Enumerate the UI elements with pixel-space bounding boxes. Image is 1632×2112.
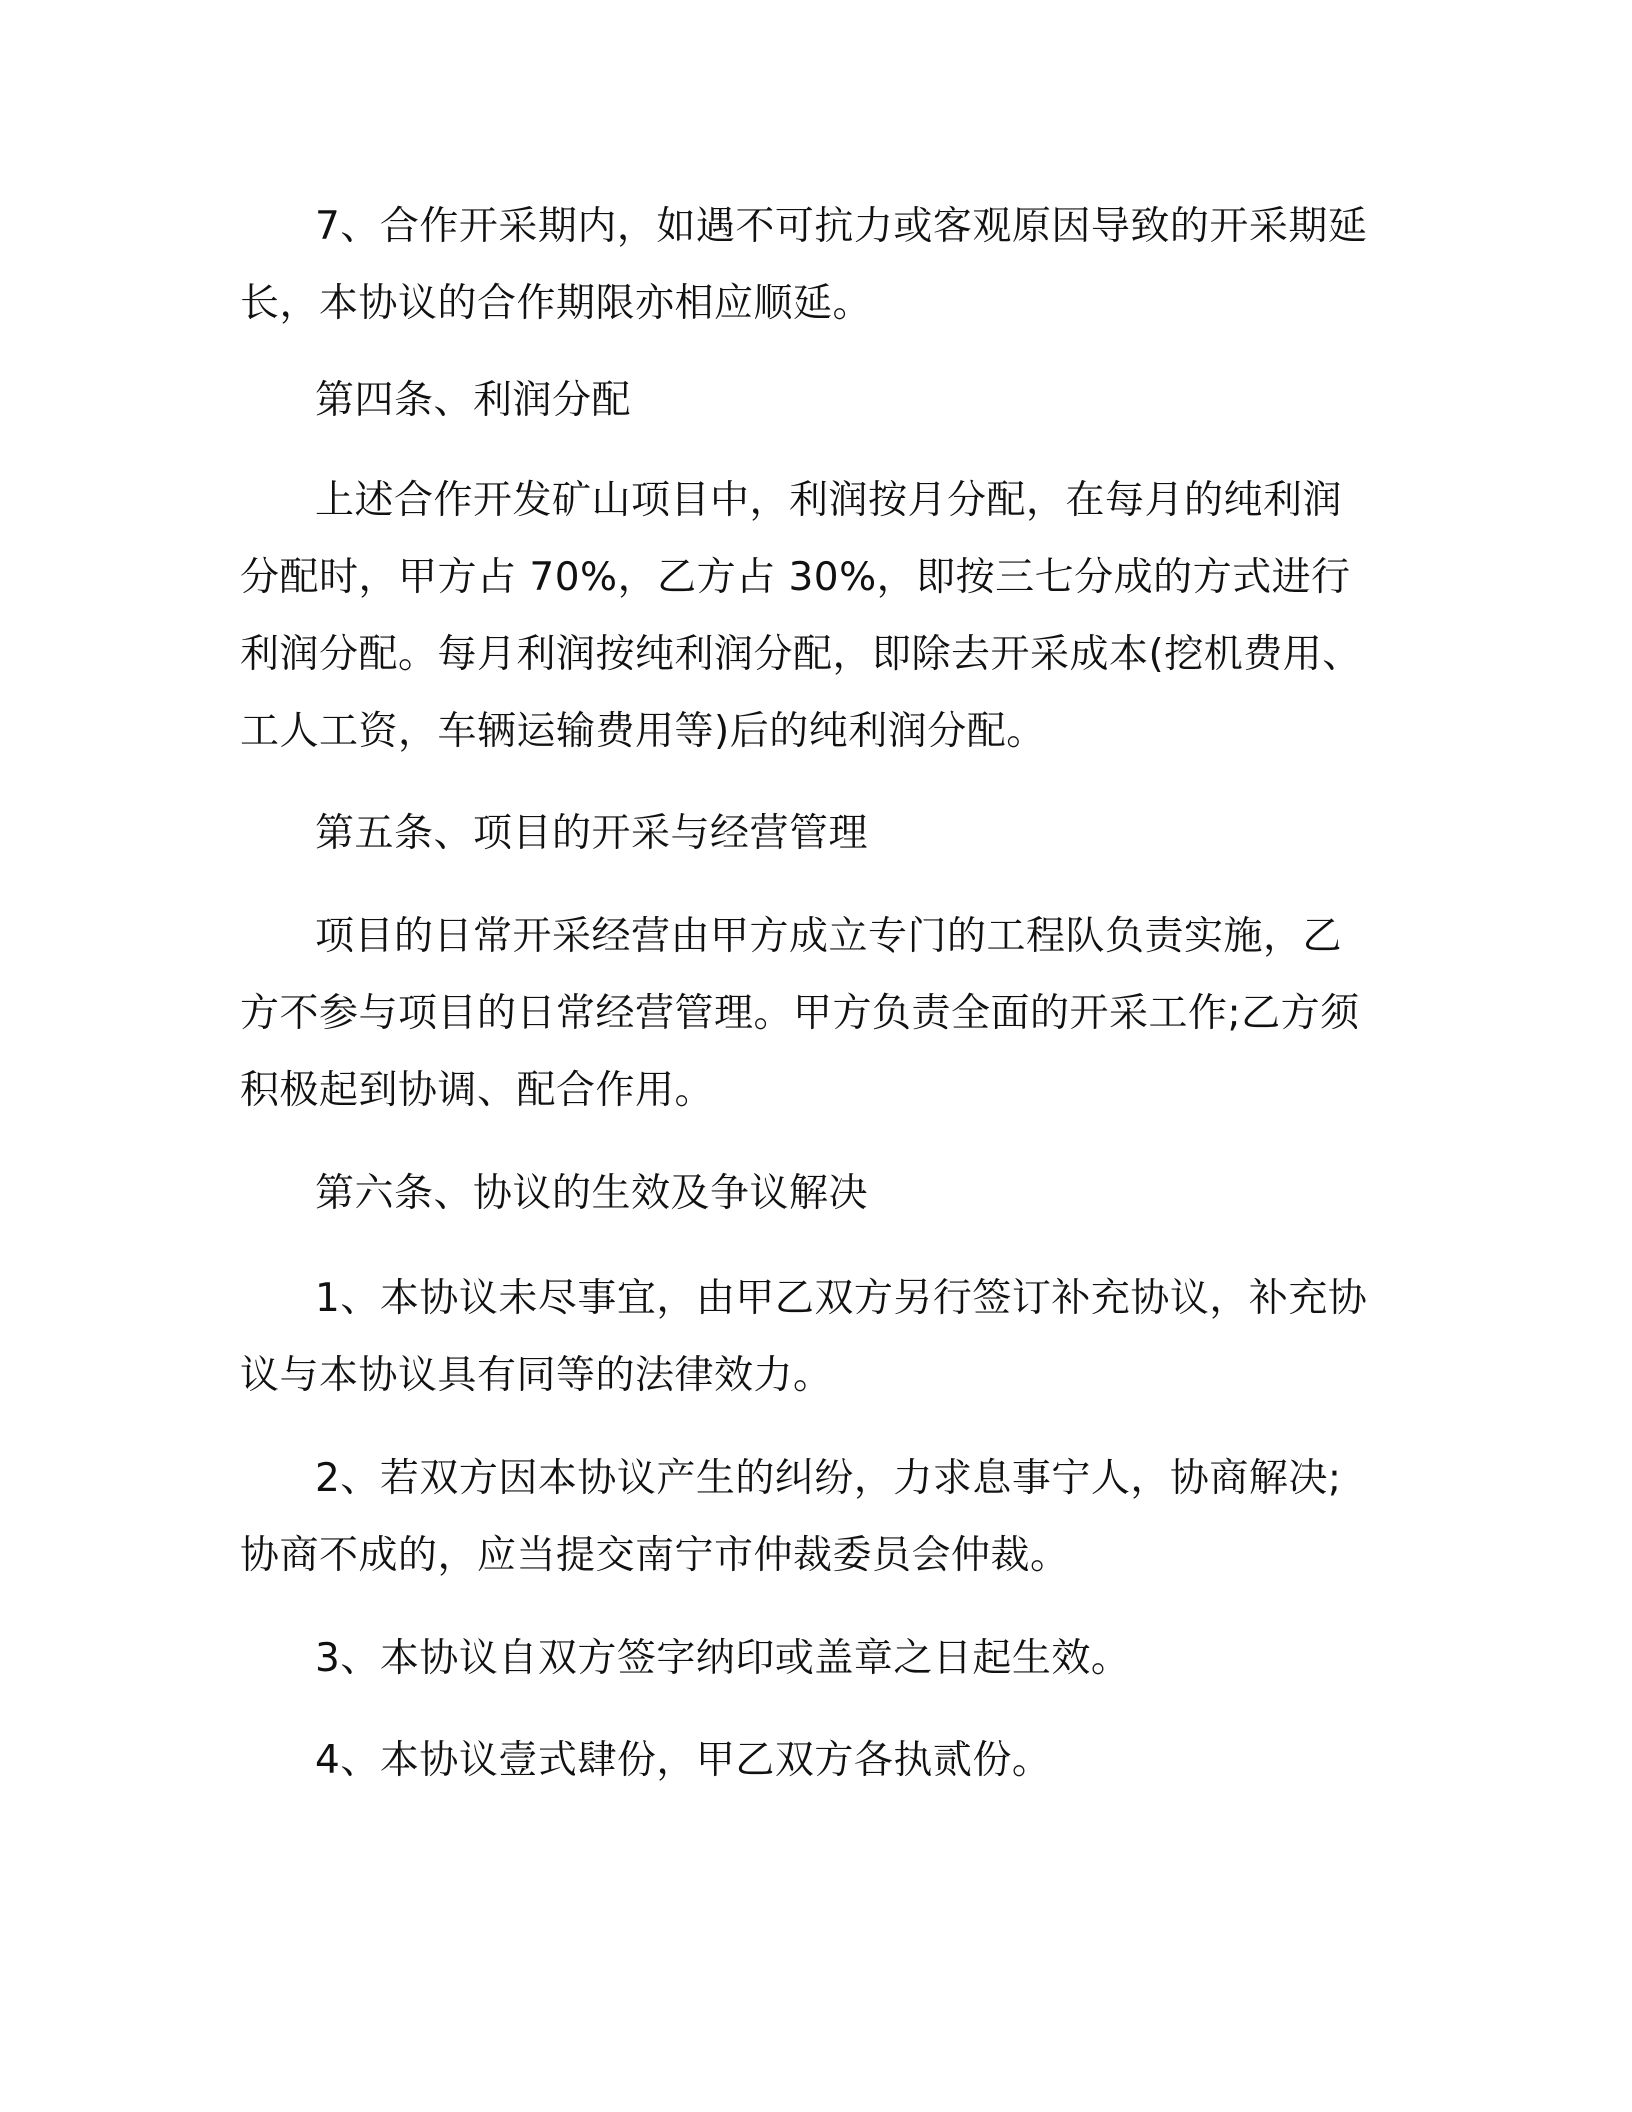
article-6-clause-1: 1、本协议未尽事宜，由甲乙双方另行签订补充协议，补充协议与本协议具有同等的法律效力。 [240, 1276, 1368, 1398]
article-4-heading: 第四条、利润分配 [315, 378, 632, 423]
article-6-clause-2: 2、若双方因本协议产生的纠纷，力求息事宁人，协商解决;协商不成的，应当提交南宁市仲裁委员会仲裁。 [240, 1456, 1342, 1578]
article-5-body: 项目的日常开采经营由甲方成立专门的工程队负责实施，乙方不参与项目的日常经营管理。甲方负责全面的开采工作;乙方须积极起到协调、配合作用。 [240, 914, 1360, 1113]
article-6-heading: 第六条、协议的生效及争议解决 [315, 1171, 869, 1216]
article-6-clause-4: 4、本协议壹式肆份，甲乙双方各执贰份。 [315, 1738, 1052, 1783]
article-5-heading: 第五条、项目的开采与经营管理 [315, 811, 869, 856]
clause-7-extension: 7、合作开采期内，如遇不可抗力或客观原因导致的开采期延长，本协议的合作期限亦相应顺延。 [240, 204, 1368, 326]
article-6-clause-3: 3、本协议自双方签字纳印或盖章之日起生效。 [315, 1636, 1131, 1681]
article-4-body: 上述合作开发矿山项目中，利润按月分配，在每月的纯利润分配时，甲方占 70%，乙方占 30%，即按三七分成的方式进行利润分配。每月利润按纯利润分配，即除去开采成本(挖机费用、工人工资，车辆运输费用等)后的纯利润分配。 [240, 478, 1362, 754]
